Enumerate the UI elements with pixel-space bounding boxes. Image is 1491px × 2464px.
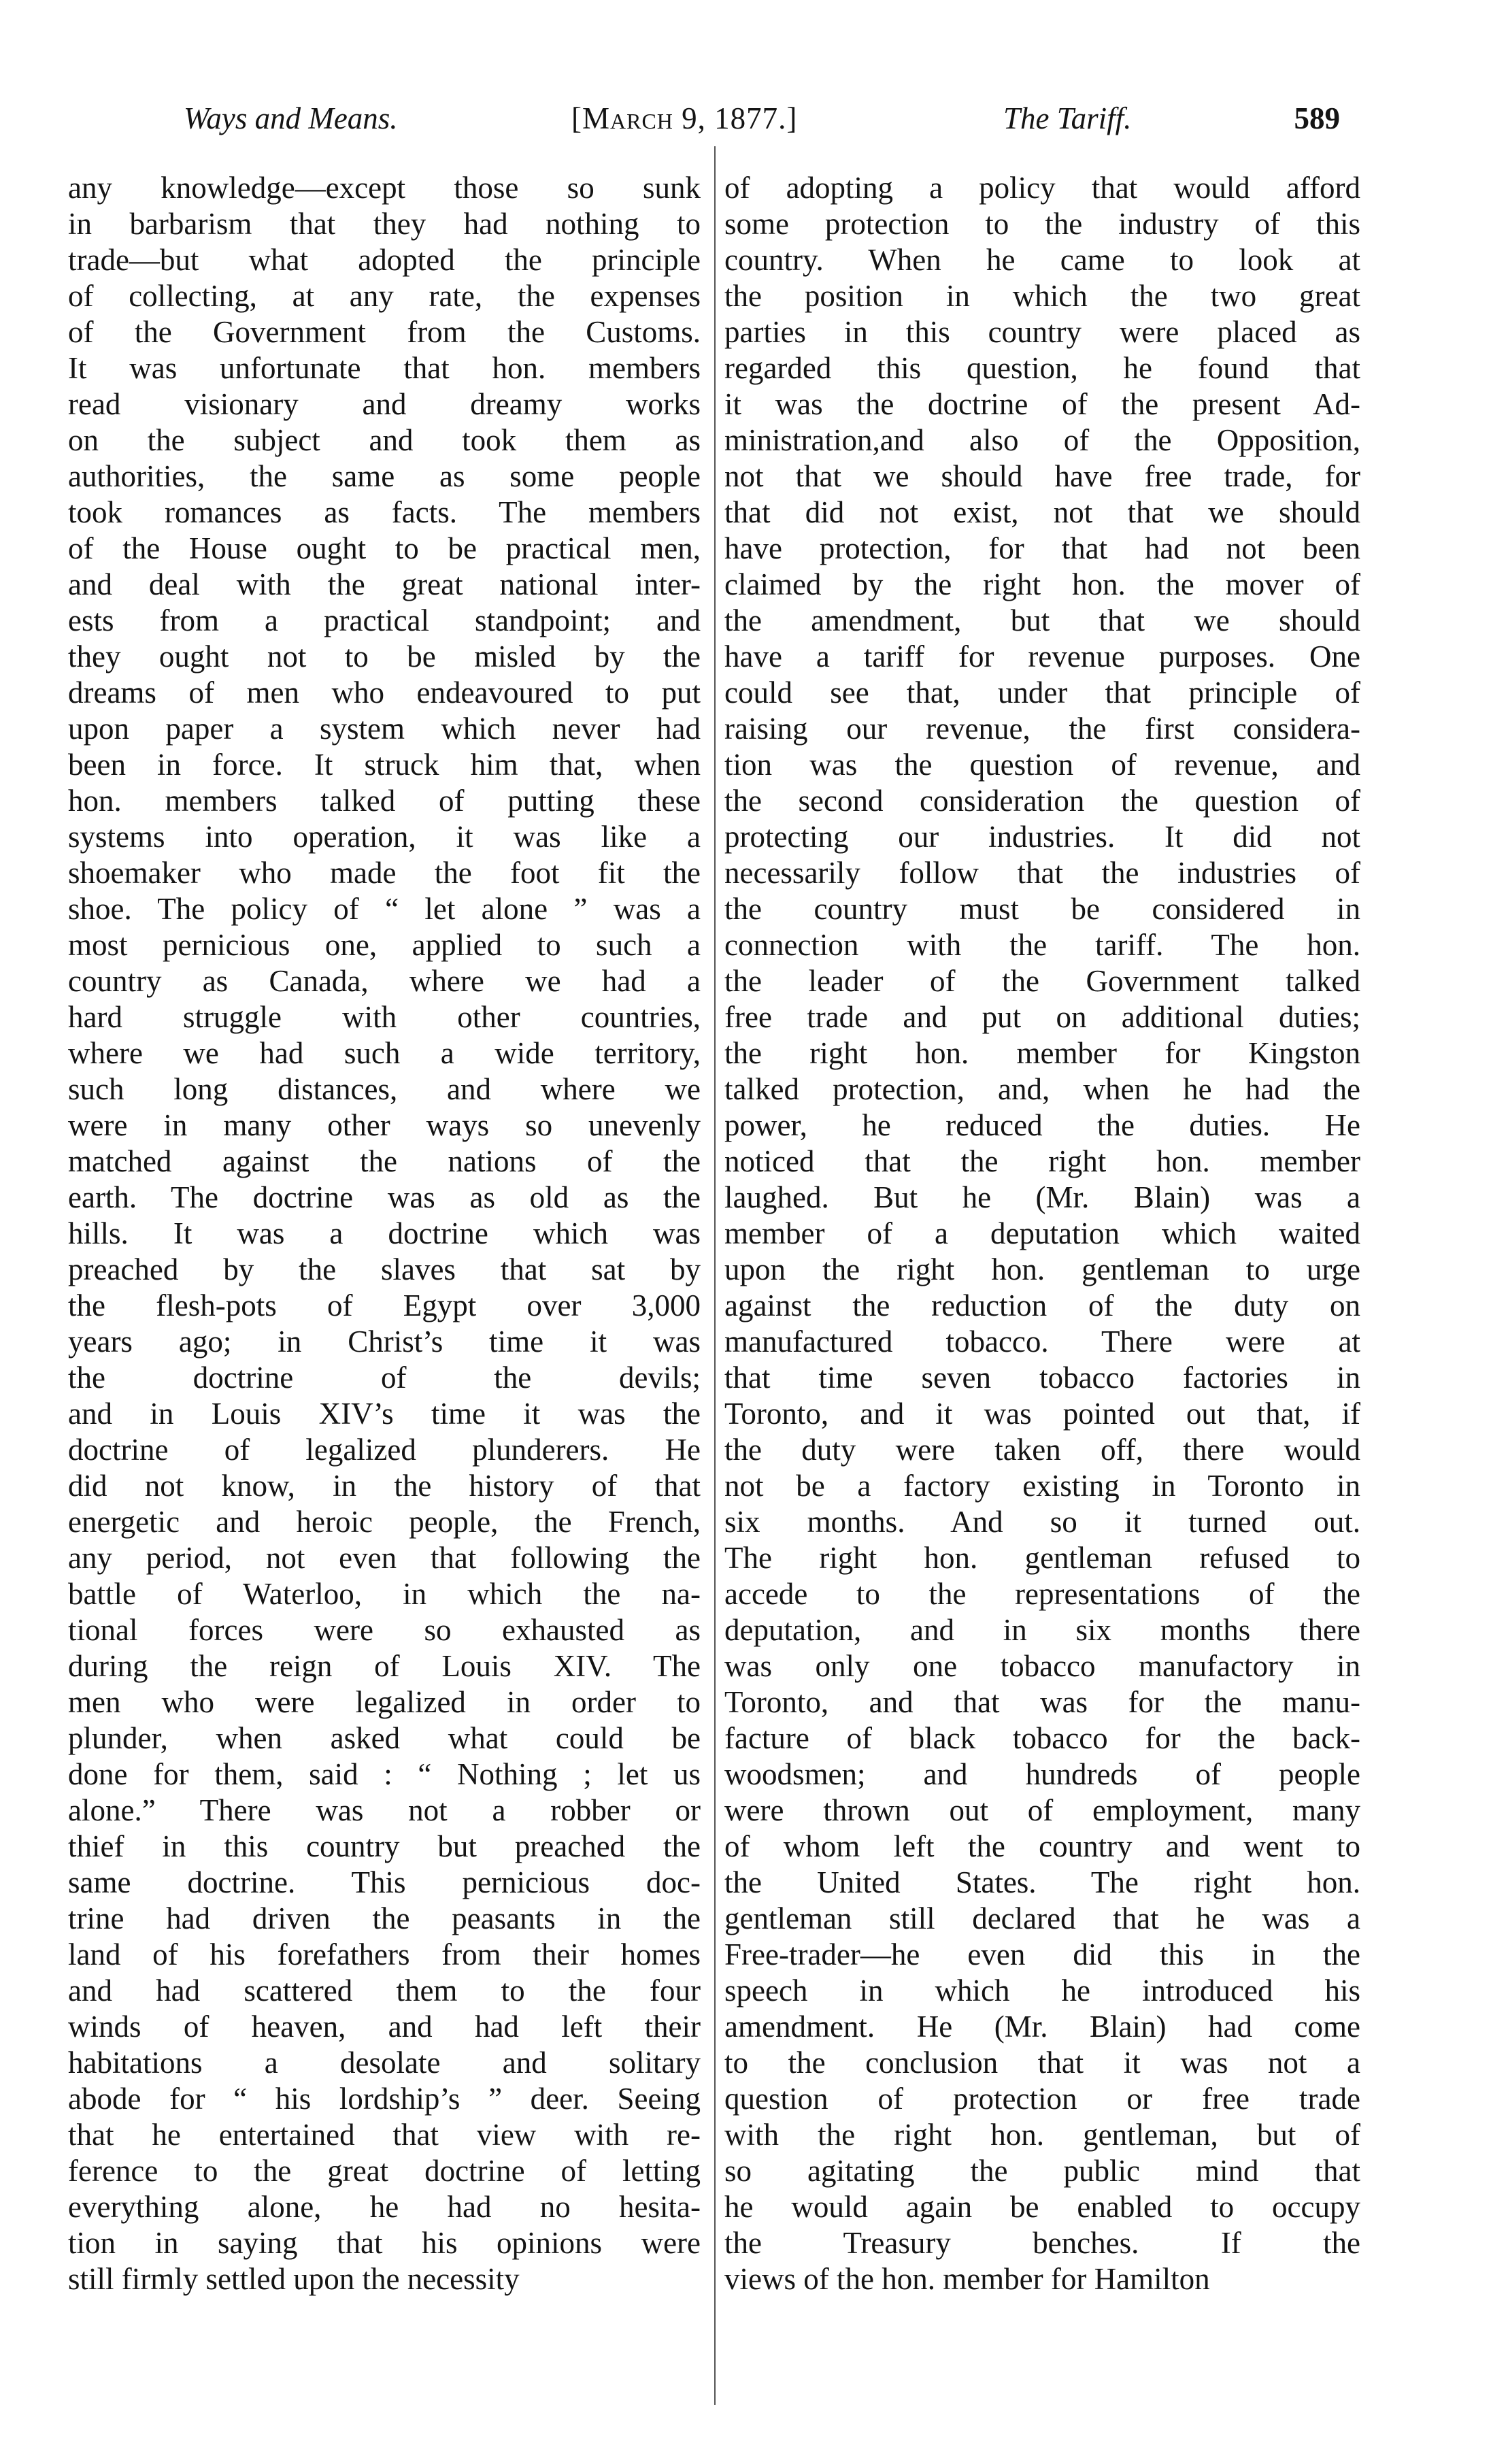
text-line: preached by the slaves that sat by (68, 1252, 701, 1286)
text-line: land of his forefathers from their homes (68, 1937, 701, 1971)
text-line: and had scattered them to the four (68, 1974, 701, 2008)
text-line: authorities, the same as some people (68, 459, 701, 493)
text-line: amendment. He (Mr. Blain) had come (724, 2010, 1360, 2044)
left-column (68, 170, 701, 2297)
header-date (571, 101, 797, 136)
header-date-open: [ (571, 101, 582, 135)
text-line: hills. It was a doctrine which was (68, 1216, 701, 1250)
text-line: have a tariff for revenue purposes. One (724, 639, 1360, 673)
text-line: protecting our industries. It did not (724, 820, 1360, 854)
text-line: alone.” There was not a robber or (68, 1793, 701, 1827)
text-line: It was unfortunate that hon. members (68, 351, 701, 385)
text-line: country as Canada, where we had a (68, 964, 701, 998)
text-line: the Treasury benches. If the (724, 2226, 1360, 2260)
text-line: ests from a practical standpoint; and (68, 603, 701, 637)
text-line: earth. The doctrine was as old as the (68, 1180, 701, 1214)
text-line: the leader of the Government talked (724, 964, 1360, 998)
text-line: upon paper a system which never had (68, 712, 701, 746)
text-line: facture of black tobacco for the back- (724, 1721, 1360, 1755)
text-line: of collecting, at any rate, the expenses (68, 279, 701, 313)
text-line: that time seven tobacco factories in (724, 1361, 1360, 1395)
text-line: the flesh-pots of Egypt over 3,000 (68, 1288, 701, 1322)
text-line: noticed that the right hon. member (724, 1144, 1360, 1178)
text-line: he would again be enabled to occupy (724, 2190, 1360, 2224)
text-line: did not know, in the history of that (68, 1469, 701, 1503)
text-line: connection with the tariff. The hon. (724, 928, 1360, 962)
text-line: such long distances, and where we (68, 1072, 701, 1106)
text-line: the amendment, but that we should (724, 603, 1360, 637)
text-line: the doctrine of the devils; (68, 1361, 701, 1395)
text-line: were in many other ways so unevenly (68, 1108, 701, 1142)
text-line: any period, not even that following the (68, 1541, 701, 1575)
text-line: of the House ought to be practical men, (68, 531, 701, 565)
text-line: that did not exist, not that we should (724, 495, 1360, 529)
header-date-rest: 9, 1877.] (673, 101, 798, 135)
text-line: dreams of men who endeavoured to put (68, 676, 701, 710)
text-line: parties in this country were placed as (724, 315, 1360, 349)
text-line: any knowledge—except those so sunk (68, 171, 701, 205)
text-line: member of a deputation which waited (724, 1216, 1360, 1250)
text-line: claimed by the right hon. the mover of (724, 567, 1360, 601)
text-line: tion was the question of revenue, and (724, 748, 1360, 782)
text-line: trade—but what adopted the principle (68, 243, 701, 277)
text-line: not be a factory existing in Toronto in (724, 1469, 1360, 1503)
text-line: Toronto, and it was pointed out that, if (724, 1397, 1360, 1431)
text-line: have protection, for that had not been (724, 531, 1360, 565)
header-section-title: Ways and Means. (184, 101, 398, 135)
text-line: been in force. It struck him that, when (68, 748, 701, 782)
text-line: trine had driven the peasants in the (68, 1901, 701, 1935)
text-line: took romances as facts. The members (68, 495, 701, 529)
text-line: was only one tobacco manufactory in (724, 1649, 1360, 1683)
text-line: energetic and heroic people, the French, (68, 1505, 701, 1539)
text-line: done for them, said : “ Nothing ; let us (68, 1757, 701, 1791)
text-line: years ago; in Christ’s time it was (68, 1325, 701, 1359)
text-line: systems into operation, it was like a (68, 820, 701, 854)
text-line: country. When he came to look at (724, 243, 1360, 277)
text-line: that he entertained that view with re- (68, 2118, 701, 2152)
text-line: same doctrine. This pernicious doc- (68, 1865, 701, 1899)
text-line: the United States. The right hon. (724, 1865, 1360, 1899)
text-line: some protection to the industry of this (724, 207, 1360, 241)
text-line: battle of Waterloo, in which the na- (68, 1577, 701, 1611)
text-line: Free-trader—he even did this in the (724, 1937, 1360, 1971)
text-line: shoe. The policy of “ let alone ” was a (68, 892, 701, 926)
text-line: six months. And so it turned out. (724, 1505, 1360, 1539)
column-divider (714, 146, 716, 2405)
text-line: upon the right hon. gentleman to urge (724, 1252, 1360, 1286)
text-line: with the right hon. gentleman, but of (724, 2118, 1360, 2152)
text-line: of whom left the country and went to (724, 1829, 1360, 1863)
text-line: in barbarism that they had nothing to (68, 207, 701, 241)
text-line: free trade and put on additional duties; (724, 1000, 1360, 1034)
text-line: during the reign of Louis XIV. The (68, 1649, 701, 1683)
text-line: abode for “ his lordship’s ” deer. Seeing (68, 2082, 701, 2116)
text-line: woodsmen; and hundreds of people (724, 1757, 1360, 1791)
text-line: speech in which he introduced his (724, 1974, 1360, 2008)
text-line: deputation, and in six months there (724, 1613, 1360, 1647)
text-line: laughed. But he (Mr. Blain) was a (724, 1180, 1360, 1214)
text-line: they ought not to be misled by the (68, 639, 701, 673)
text-line: on the subject and took them as (68, 423, 701, 457)
text-line: of the Government from the Customs. (68, 315, 701, 349)
text-line: still firmly settled upon the necessity (68, 2262, 520, 2296)
right-column (724, 170, 1360, 2297)
text-line: not that we should have free trade, for (724, 459, 1360, 493)
text-line: talked protection, and, when he had the (724, 1072, 1360, 1106)
text-line: necessarily follow that the industries of (724, 856, 1360, 890)
text-line: against the reduction of the duty on (724, 1288, 1360, 1322)
text-line: manufactured tobacco. There were at (724, 1325, 1360, 1359)
text-line: Toronto, and that was for the manu- (724, 1685, 1360, 1719)
text-line: gentleman still declared that he was a (724, 1901, 1360, 1935)
text-line: and deal with the great national inter- (68, 567, 701, 601)
text-line: plunder, when asked what could be (68, 1721, 701, 1755)
running-header (184, 101, 1340, 141)
text-line: the position in which the two great (724, 279, 1360, 313)
text-line: most pernicious one, applied to such a (68, 928, 701, 962)
text-line: thief in this country but preached the (68, 1829, 701, 1863)
text-line: men who were legalized in order to (68, 1685, 701, 1719)
page-number: 589 (1294, 101, 1340, 135)
text-line: question of protection or free trade (724, 2082, 1360, 2116)
text-line: the right hon. member for Kingston (724, 1036, 1360, 1070)
text-line: habitations a desolate and solitary (68, 2046, 701, 2080)
header-date-month: March (582, 101, 673, 135)
text-line: tion in saying that his opinions were (68, 2226, 701, 2260)
text-line: hon. members talked of putting these (68, 784, 701, 818)
text-line: to the conclusion that it was not a (724, 2046, 1360, 2080)
text-line: were thrown out of employment, many (724, 1793, 1360, 1827)
text-line: the duty were taken off, there would (724, 1433, 1360, 1467)
text-line: hard struggle with other countries, (68, 1000, 701, 1034)
text-line: doctrine of legalized plunderers. He (68, 1433, 701, 1467)
text-line: of adopting a policy that would afford (724, 171, 1360, 205)
text-line: shoemaker who made the foot fit the (68, 856, 701, 890)
text-line: could see that, under that principle of (724, 676, 1360, 710)
text-line: regarded this question, he found that (724, 351, 1360, 385)
text-line: The right hon. gentleman refused to (724, 1541, 1360, 1575)
text-line: where we had such a wide territory, (68, 1036, 701, 1070)
text-line: ministration,and also of the Opposition, (724, 423, 1360, 457)
text-line: ference to the great doctrine of letting (68, 2154, 701, 2188)
text-line: winds of heaven, and had left their (68, 2010, 701, 2044)
text-line: it was the doctrine of the present Ad- (724, 387, 1360, 421)
text-line: accede to the representations of the (724, 1577, 1360, 1611)
header-topic: The Tariff. (1003, 101, 1132, 135)
text-line: and in Louis XIV’s time it was the (68, 1397, 701, 1431)
text-line: the country must be considered in (724, 892, 1360, 926)
text-line: raising our revenue, the first considera- (724, 712, 1360, 746)
text-line: so agitating the public mind that (724, 2154, 1360, 2188)
text-line: matched against the nations of the (68, 1144, 701, 1178)
text-line: tional forces were so exhausted as (68, 1613, 701, 1647)
text-line: read visionary and dreamy works (68, 387, 701, 421)
text-line: everything alone, he had no hesita- (68, 2190, 701, 2224)
text-line: views of the hon. member for Hamilton (724, 2262, 1210, 2296)
text-line: the second consideration the question of (724, 784, 1360, 818)
text-line: power, he reduced the duties. He (724, 1108, 1360, 1142)
